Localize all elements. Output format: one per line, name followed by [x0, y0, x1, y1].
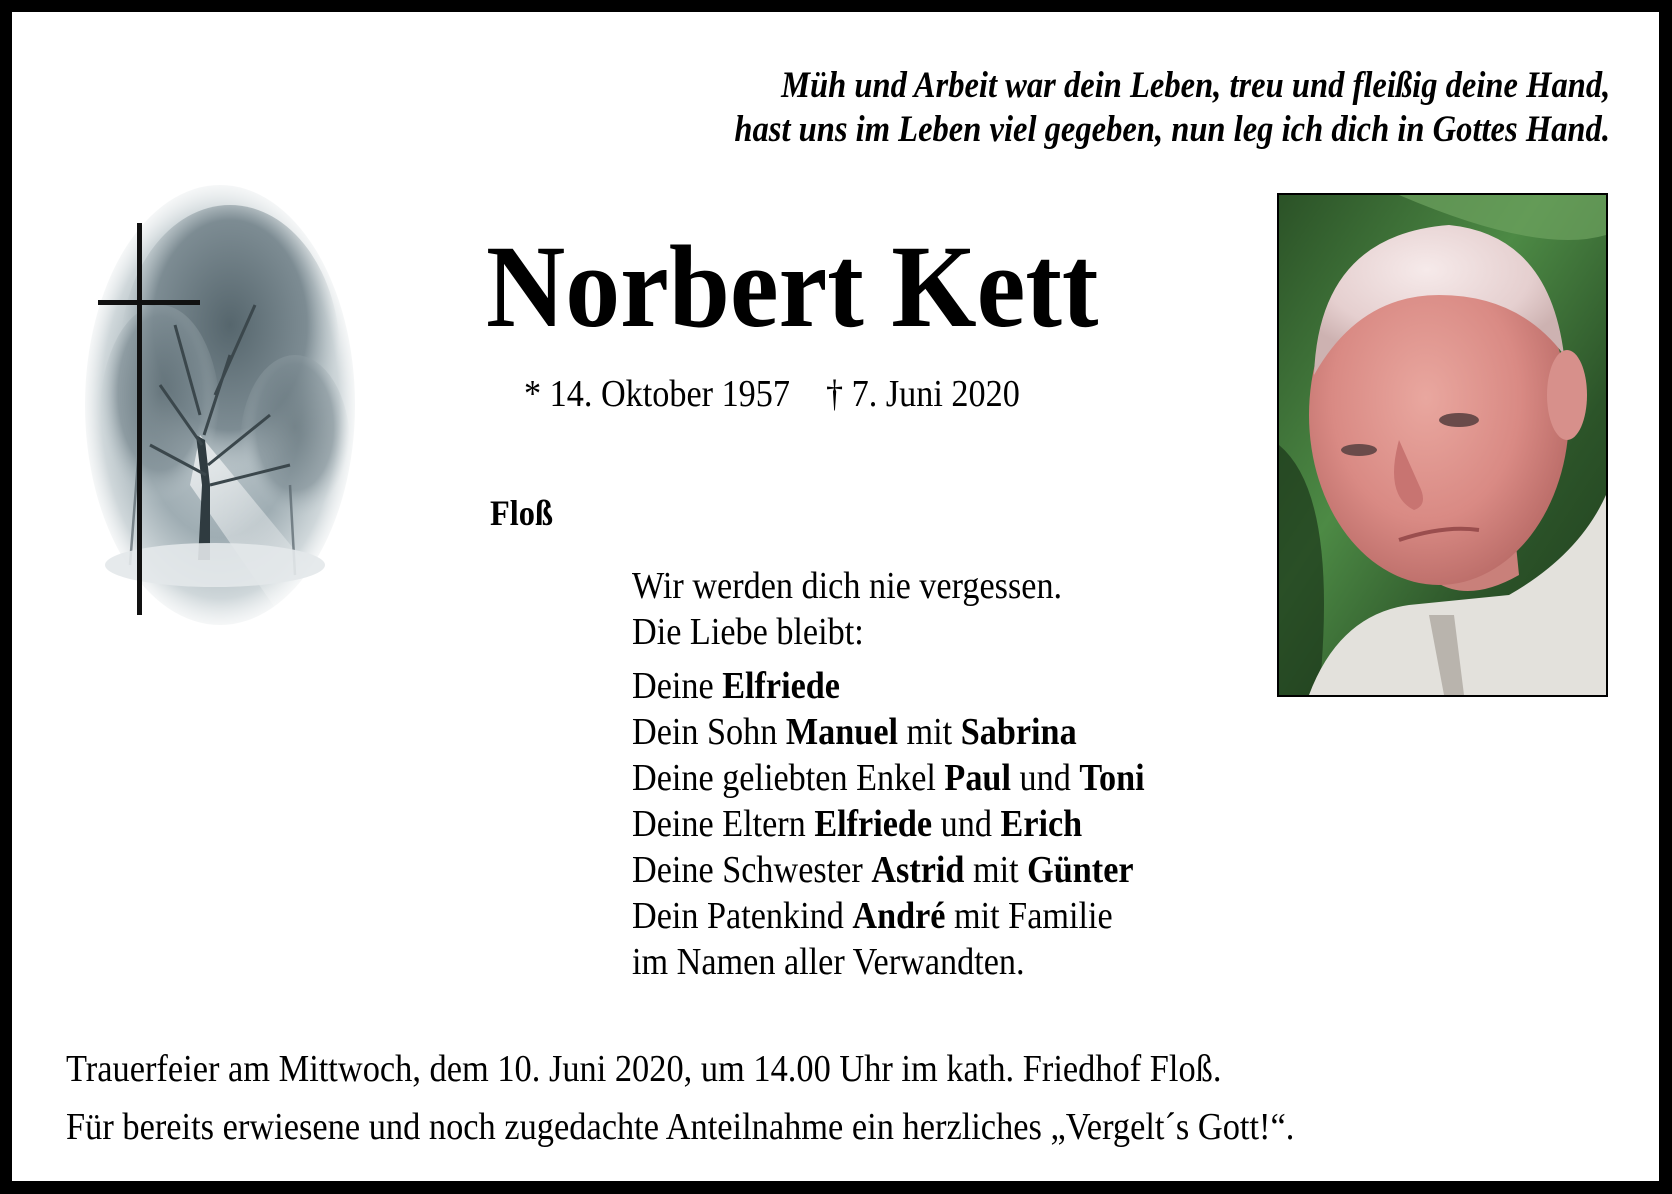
- mourner-relation: Dein Sohn: [632, 711, 786, 753]
- funeral-service-info: Trauerfeier am Mittwoch, dem 10. Juni 2020, um 14.00 Uhr im kath. Friedhof Floß.: [66, 1048, 1222, 1090]
- mourner-relation: Dein Patenkind: [632, 895, 853, 937]
- mourner-relation: Deine: [632, 665, 723, 707]
- mourner-connector: und: [1010, 757, 1080, 799]
- mourner-line: [632, 893, 1113, 939]
- mourner-line: [632, 847, 1134, 893]
- mourner-name: Erich: [1000, 803, 1083, 845]
- mourner-name: Toni: [1079, 757, 1145, 799]
- mourner-name: Manuel: [785, 711, 899, 753]
- birth-date: 14. Oktober 1957: [549, 373, 790, 415]
- mourner-name: Elfriede: [722, 665, 840, 707]
- verse-line-1: Müh und Arbeit war dein Leben, treu und fleißig deine Hand,: [780, 65, 1610, 106]
- mourner-name: André: [852, 895, 946, 937]
- birth-symbol: *: [524, 373, 542, 415]
- mourner-name: Günter: [1027, 849, 1134, 891]
- mourner-line: [632, 663, 840, 709]
- mourner-connector: mit: [898, 711, 961, 753]
- mourner-relation: Deine Eltern: [632, 803, 815, 845]
- verse-line-2: hast uns im Leben viel gegeben, nun leg ich dich in Gottes Hand.: [734, 109, 1610, 150]
- portrait-photo: [1277, 193, 1608, 697]
- tree-with-cross-icon: [80, 185, 355, 635]
- closing-line: im Namen aller Verwandten.: [632, 941, 1025, 983]
- mourner-connector: mit: [964, 849, 1028, 891]
- deceased-name: Norbert Kett: [486, 221, 1099, 352]
- thanks-line: Für bereits erwiesene und noch zugedachte Anteilnahme ein herzliches „Vergelt´s Gott!“.: [66, 1106, 1295, 1148]
- mourner-relation: Deine Schwester: [632, 849, 872, 891]
- mourner-connector: und: [932, 803, 1001, 845]
- death-cross-icon: †: [825, 373, 844, 415]
- mourner-name: Elfriede: [814, 803, 933, 845]
- place-of-residence: Floß: [490, 493, 554, 533]
- mourner-line: [632, 709, 1077, 755]
- life-dates: [524, 372, 1020, 416]
- message-line-2: Die Liebe bleibt:: [632, 611, 864, 653]
- mourner-connector: mit Familie: [945, 895, 1113, 937]
- mourner-name: Sabrina: [960, 711, 1077, 753]
- mourner-line: [632, 801, 1082, 847]
- mourner-name: Astrid: [871, 849, 965, 891]
- mourner-relation: Deine geliebten Enkel: [632, 757, 945, 799]
- mourner-name: Paul: [944, 757, 1011, 799]
- message-line-1: Wir werden dich nie vergessen.: [632, 565, 1063, 607]
- death-date: 7. Juni 2020: [851, 373, 1020, 415]
- mourner-line: [632, 755, 1145, 801]
